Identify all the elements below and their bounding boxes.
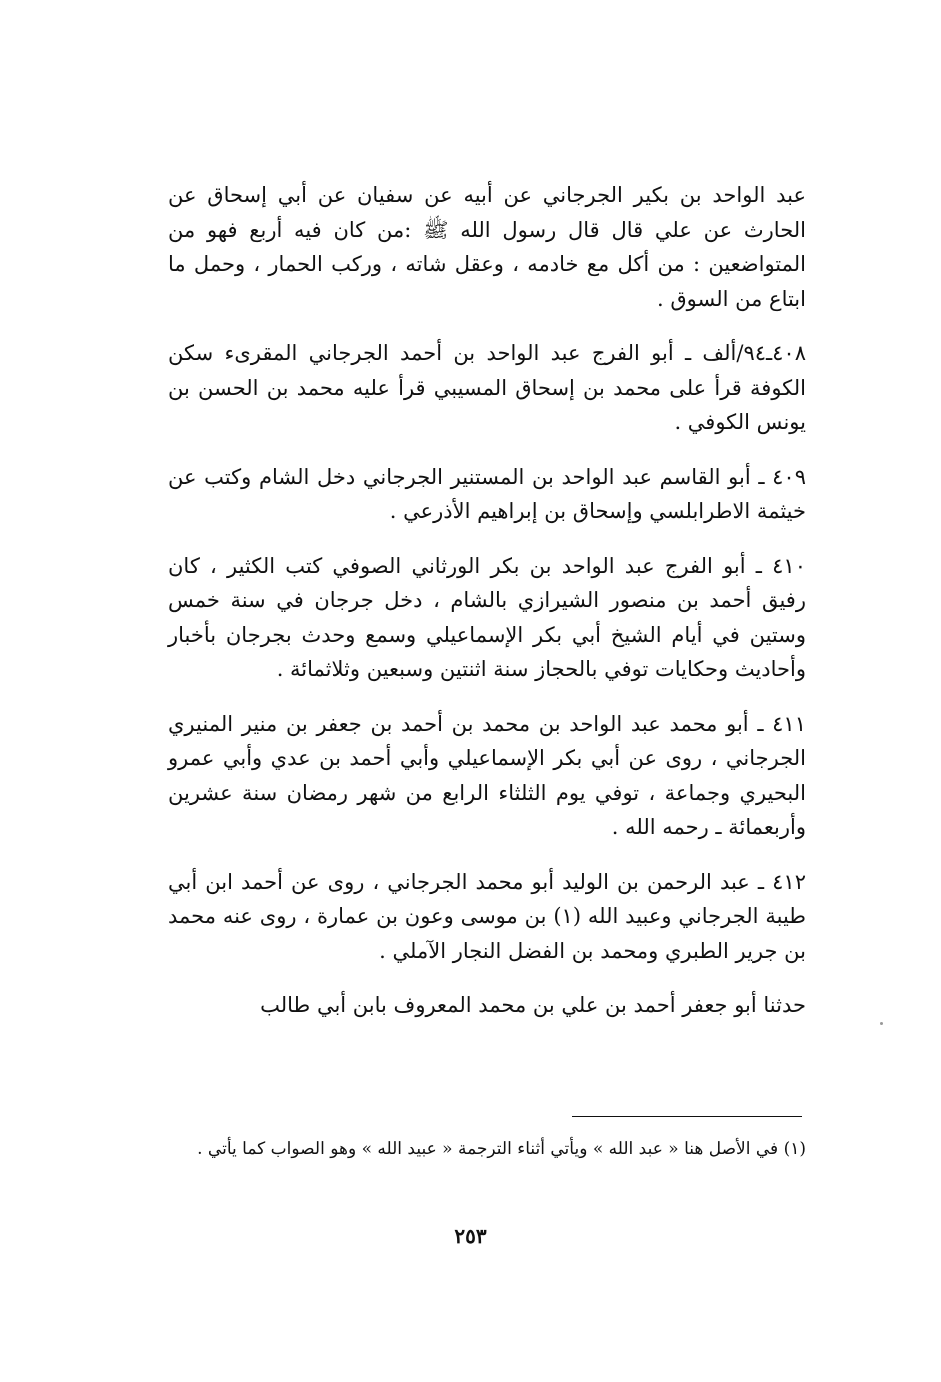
entry-411: ٤١١ ـ أبو محمد عبد الواحد بن محمد بن أحمد بن جعفر بن منير المنيري الجرجاني ، روى عن أبي بكر الإسماعيلي وأبي أحمد بن عدي وأبي عمرو البحيري وجماعة ، توفي يوم الثلثاء الرابع من شهر رمضان سنة عشرين وأربعمائة ـ رحمه الله . xyxy=(168,711,806,839)
entry-410: ٤١٠ ـ أبو الفرج عبد الواحد بن بكر الورثاني الصوفي كتب الكثير ، كان رفيق أحمد بن منصور الشيرازي بالشام ، دخل جرجان في سنة خمس وستين في أيام الشيخ أبي بكر الإسماعيلي وسمع وحدث بجرجان بأخبار وأحاديث وحكايات توفي بالحجاز سنة اثنتين وسبعين وثلاثمائة . xyxy=(168,553,806,681)
entry-409: ٤٠٩ ـ أبو القاسم عبد الواحد بن المستنير الجرجاني دخل الشام وكتب عن خيثمة الاطرابلسي وإسحاق بن إبراهيم الأذرعي . xyxy=(168,464,806,523)
paragraph-hadith-start: حدثنا أبو جعفر أحمد بن علي بن محمد المعروف بابن أبي طالب xyxy=(260,993,806,1017)
page-number: ٢٥٣ xyxy=(454,1224,487,1248)
entry-412: ٤١٢ ـ عبد الرحمن بن الوليد أبو محمد الجرجاني ، روى عن أحمد ابن أبي طيبة الجرجاني وعبيد الله (١) بن موسى وعون بن عمارة ، روى عنه محمد بن جرير الطبري ومحمد بن الفضل النجار الآملي . xyxy=(168,869,806,963)
footnote-divider xyxy=(572,1116,802,1117)
paragraph-continuation: عبد الواحد بن بكير الجرجاني عن أبيه عن سفيان عن أبي إسحاق عن الحارث عن علي قال قال رسول الله ﷺ :من كان فيه أربع فهو من المتواضعين : من أكل مع خادمه ، وعقل شاته ، وركب الحمار ، وحمل ما ابتاع من السوق . xyxy=(168,183,806,311)
scan-speck xyxy=(880,1022,883,1025)
main-text xyxy=(168,178,806,1043)
footnote: (١) في الأصل هنا « عبد الله » ويأتي أثناء الترجمة « عبيد الله » وهو الصواب كما يأتي . xyxy=(197,1139,806,1159)
entry-408: ٤٠٨ـ٩٤/ألف ـ أبو الفرج عبد الواحد بن أحمد الجرجاني المقرىء سكن الكوفة قرأ على محمد بن إسحاق المسيبي قرأ عليه محمد بن الحسن بن يونس الكوفي . xyxy=(168,341,806,434)
